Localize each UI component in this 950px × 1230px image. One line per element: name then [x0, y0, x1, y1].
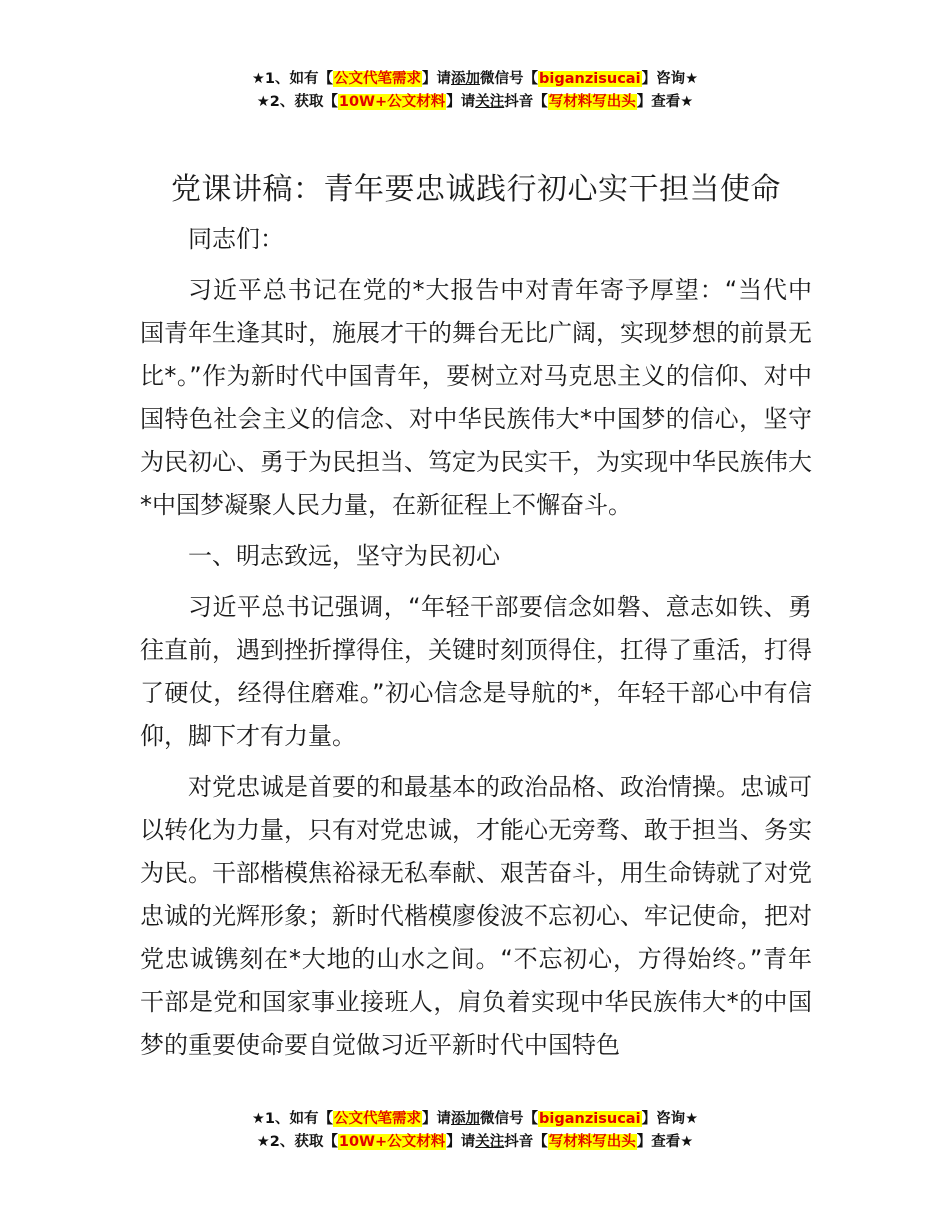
promo-text: 】查看★ — [636, 1134, 694, 1150]
promo-underlined: 添加 — [451, 71, 481, 87]
document-title: 党课讲稿：青年要忠诚践行初心实干担当使命 — [171, 172, 781, 207]
promo-text: ★2、获取【 — [256, 1134, 338, 1150]
promo-underlined: 添加 — [451, 1111, 481, 1127]
promo-footer — [0, 1108, 950, 1154]
promo-highlight: 10W+公文材料 — [338, 1134, 446, 1150]
promo-highlight: 公文代笔需求 — [334, 71, 422, 87]
promo-highlight: 10W+公文材料 — [338, 94, 446, 110]
promo-text: 】咨询★ — [641, 1111, 699, 1127]
promo-text: 】请 — [422, 71, 452, 87]
promo-highlight: biganzisucai — [539, 71, 641, 87]
promo-highlight: biganzisucai — [539, 1111, 641, 1127]
promo-text: 抖音【 — [504, 94, 548, 110]
promo-text: 】查看★ — [636, 94, 694, 110]
promo-text: 】请 — [446, 1134, 476, 1150]
promo-line-1 — [0, 68, 950, 91]
promo-text: ★1、如有【 — [251, 1111, 334, 1127]
promo-text: ★2、获取【 — [256, 94, 338, 110]
paragraph: 习近平总书记在党的*大报告中对青年寄予厚望：“当代中国青年生逢其时，施展才干的舞台无比广阔，实现梦想的前景无比*。”作为新时代中国青年，要树立对马克思主义的信仰、对中国特色社会主义的信念、对中华民族伟大*中国梦的信心，坚守为民初心、勇于为民担当、笃定为民实干，为实现中华民族伟大*中国梦凝聚人民力量，在新征程上不懈奋斗。 — [140, 276, 812, 519]
promo-highlight: 写材料写出头 — [548, 94, 636, 110]
promo-text: ★1、如有【 — [251, 71, 334, 87]
promo-text: 抖音【 — [504, 1134, 548, 1150]
promo-highlight: 写材料写出头 — [548, 1134, 636, 1150]
promo-text: 】请 — [422, 1111, 452, 1127]
promo-text: 】咨询★ — [641, 71, 699, 87]
promo-text: 微信号【 — [480, 1111, 539, 1127]
paragraph: 对党忠诚是首要的和最基本的政治品格、政治情操。忠诚可以转化为力量，只有对党忠诚，才能心无旁骛、敢于担当、务实为民。干部楷模焦裕禄无私奉献、艰苦奋斗，用生命铸就了对党忠诚的光辉形象；新时代楷模廖俊波不忘初心、牢记使命，把对党忠诚镌刻在*大地的山水之间。“不忘初心，方得始终。”青年干部是党和国家事业接班人，肩负着实现中华民族伟大*的中国梦的重要使命要自觉做习近平新时代中国特色 — [140, 773, 812, 1059]
document-body — [140, 166, 812, 1075]
promo-line-2 — [0, 1131, 950, 1154]
greeting: 同志们： — [188, 225, 284, 253]
section-heading: 一、明志致远，坚守为民初心 — [188, 542, 500, 570]
promo-highlight: 公文代笔需求 — [334, 1111, 422, 1127]
promo-header — [0, 68, 950, 114]
promo-line-2 — [0, 91, 950, 114]
promo-underlined: 关注 — [475, 94, 505, 110]
promo-text: 微信号【 — [480, 71, 539, 87]
promo-line-1 — [0, 1108, 950, 1131]
promo-text: 】请 — [446, 94, 476, 110]
paragraph: 习近平总书记强调，“年轻干部要信念如磐、意志如铁、勇往直前，遇到挫折撑得住，关键时刻顶得住，扛得了重活，打得了硬仗，经得住磨难。”初心信念是导航的*，年轻干部心中有信仰，脚下才有力量。 — [140, 593, 812, 750]
promo-underlined: 关注 — [475, 1134, 505, 1150]
